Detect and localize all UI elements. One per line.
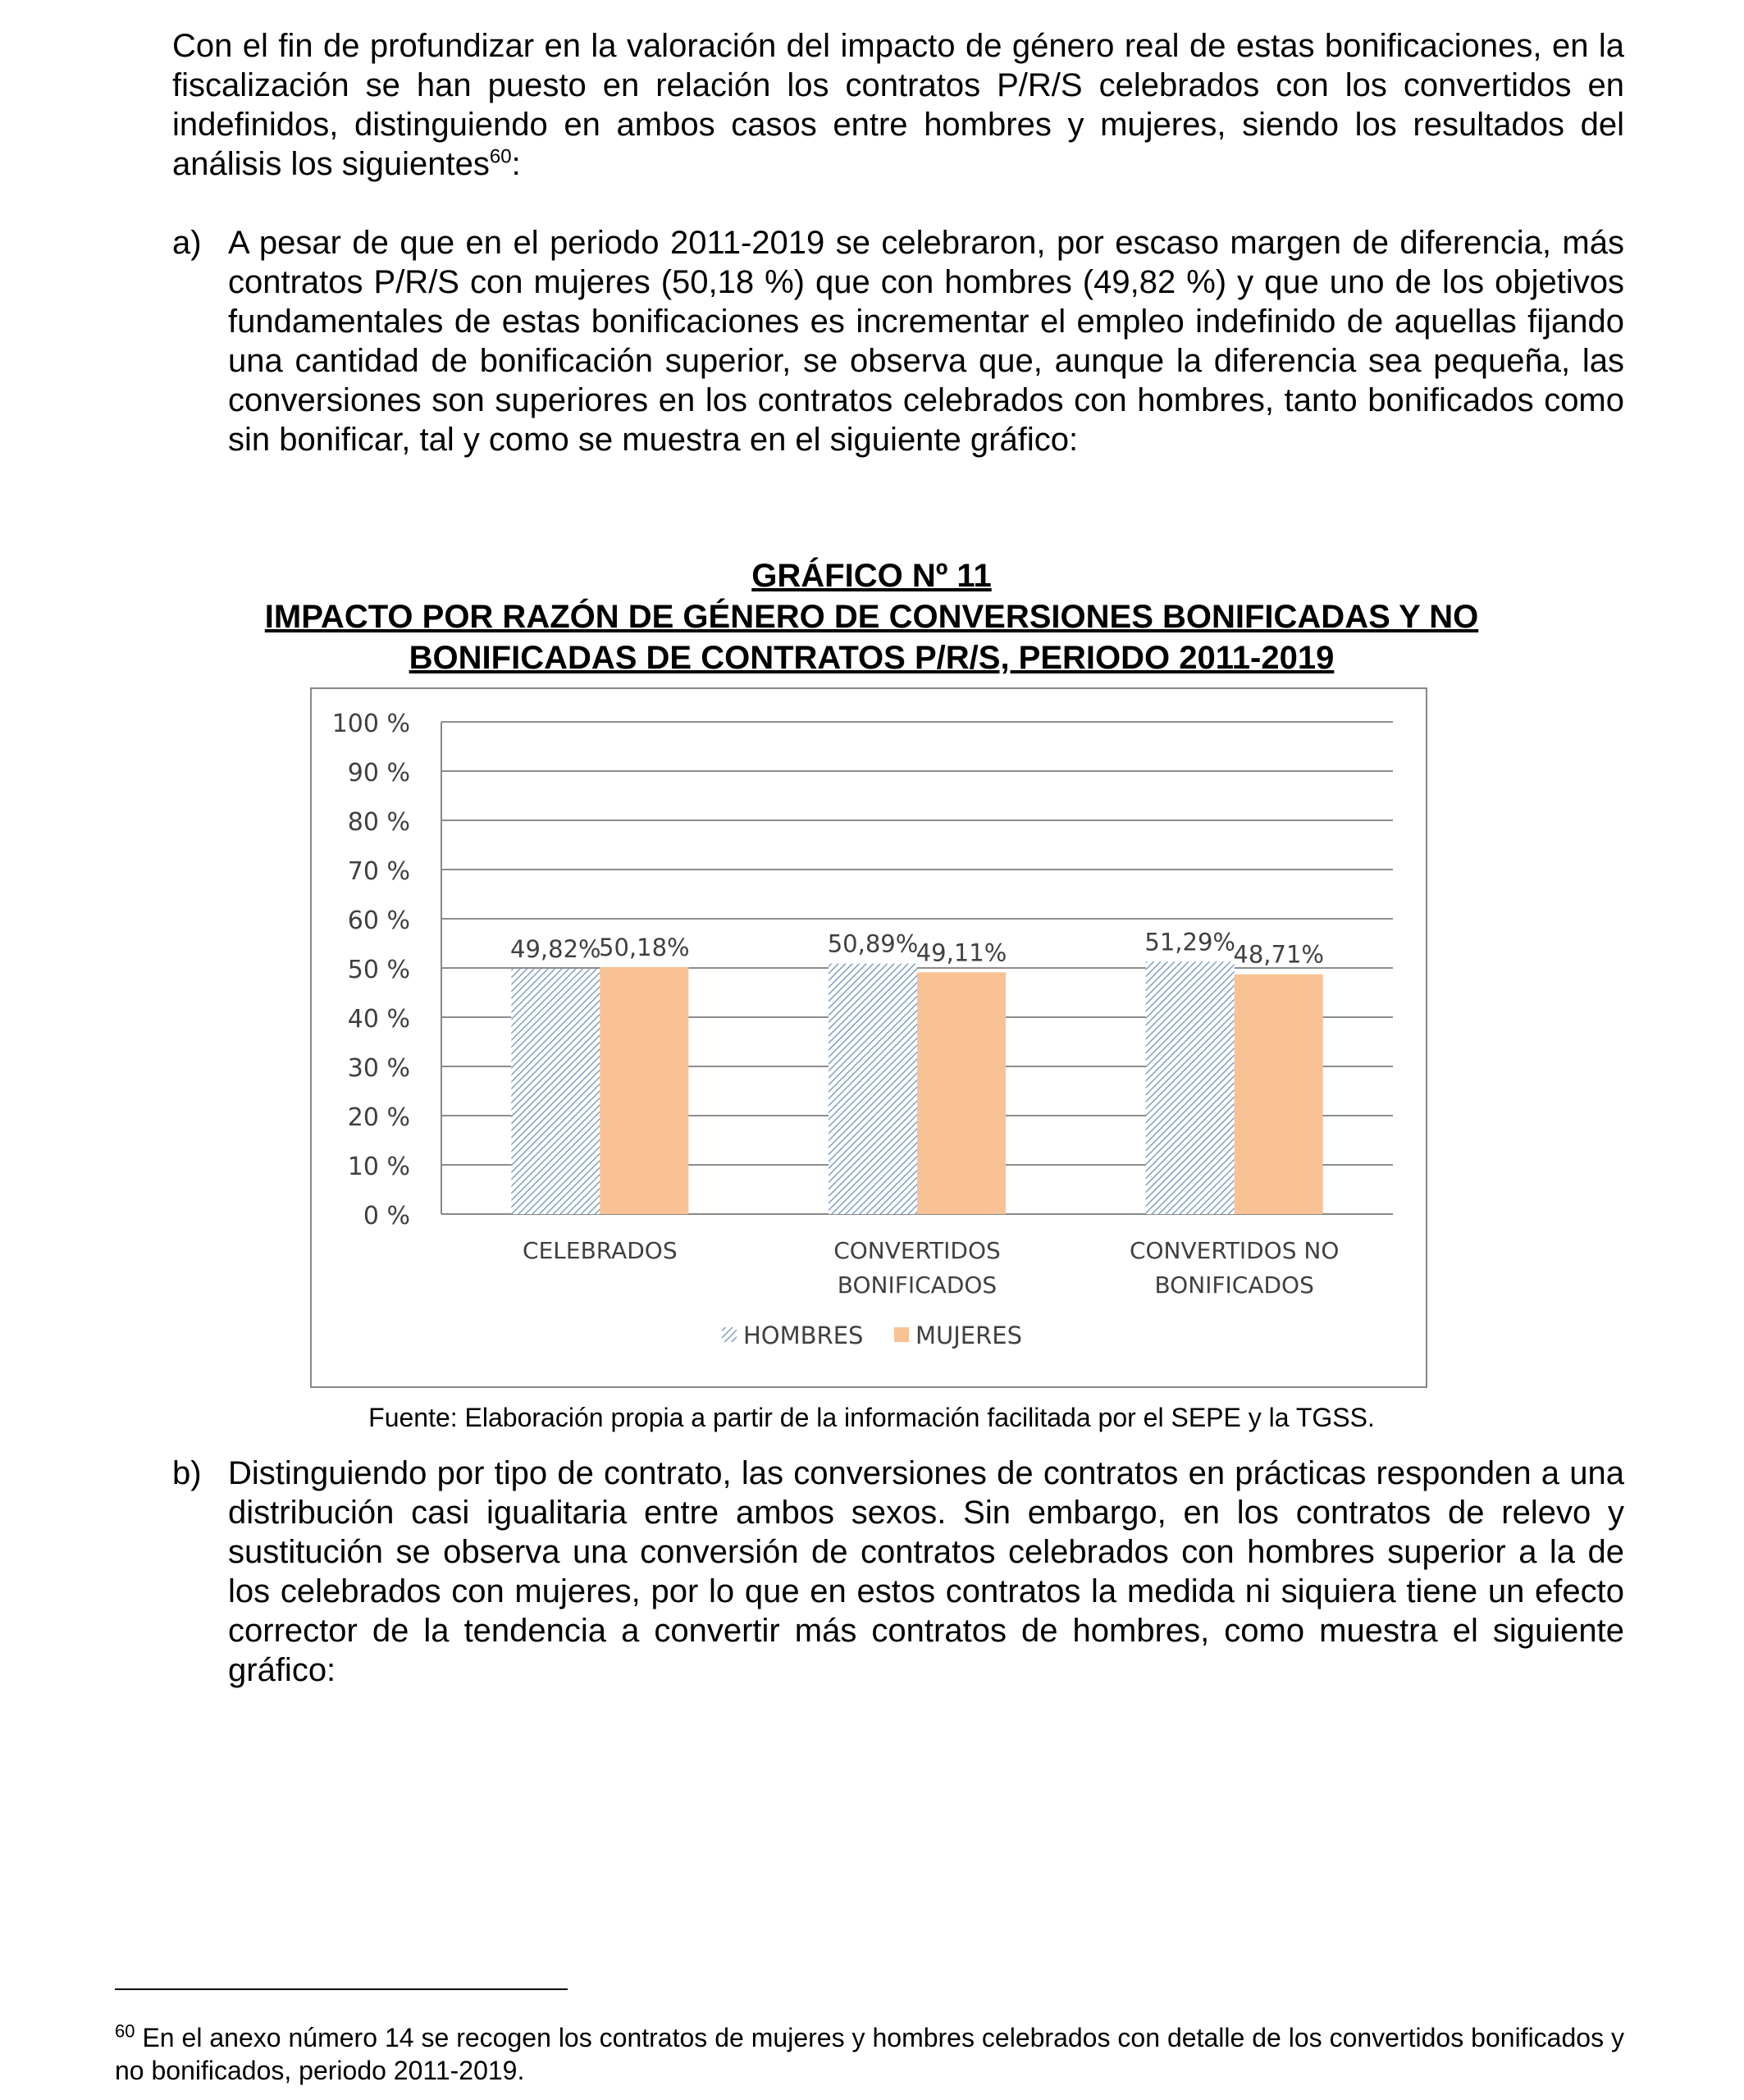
legend-label-hombres: HOMBRES bbox=[743, 1322, 864, 1349]
list-item-b bbox=[172, 1454, 1624, 1690]
data-label: 49,82% bbox=[510, 935, 601, 964]
y-tick-label: 20 % bbox=[347, 1103, 410, 1132]
x-tick-label: BONIFICADOS bbox=[1154, 1271, 1314, 1299]
data-label: 51,29% bbox=[1144, 928, 1235, 956]
chart-title-line2: BONIFICADAS DE CONTRATOS P/R/S, PERIODO 2011-2019 bbox=[409, 640, 1335, 676]
bar-chart bbox=[312, 689, 1426, 1386]
data-label: 48,71% bbox=[1233, 940, 1324, 969]
data-label: 49,11% bbox=[915, 938, 1007, 967]
data-label: 50,89% bbox=[827, 929, 919, 958]
y-tick-label: 0 % bbox=[363, 1202, 410, 1230]
y-tick-label: 50 % bbox=[347, 956, 410, 984]
chart-title-line1: IMPACTO POR RAZÓN DE GÉNERO DE CONVERSIONES BONIFICADAS Y NO bbox=[264, 599, 1479, 635]
footnote-ref[interactable]: 60 bbox=[489, 145, 512, 168]
y-tick-label: 30 % bbox=[347, 1054, 410, 1083]
legend-swatch-mujeres bbox=[894, 1327, 909, 1342]
intro-paragraph: Con el fin de profundizar en la valoración del impacto de género real de estas bonificaciones, en la fiscalización se han puesto en relación los contratos P/R/S celebrados con los convertidos en indefinidos, distinguiendo en ambos casos entre hombres y mujeres, siendo los resultados del análisis los siguientes$^{60}$: bbox=[172, 28, 1624, 182]
chart-number: GRÁFICO Nº 11 bbox=[751, 558, 992, 594]
bar-mujeres bbox=[600, 967, 688, 1214]
y-tick-label: 70 % bbox=[347, 857, 410, 886]
list-text-b: Distinguiendo por tipo de contrato, las conversiones de contratos en prácticas responden a una distribución casi igualitaria entre ambos sexos. Sin embargo, en los contratos de relevo y sustitución se observa una conversión de contratos celebrados con hombres superior a la de los celebrados con mujeres, por lo que en estos contratos la medida ni siquiera tiene un efecto corrector de la tendencia a convertir más contratos de hombres, como muestra el siguiente gráfico: bbox=[228, 1455, 1624, 1688]
x-tick-label: BONIFICADOS bbox=[837, 1271, 998, 1299]
bar-hombres bbox=[829, 964, 917, 1214]
y-tick-label: 60 % bbox=[347, 906, 410, 935]
list-item-a bbox=[172, 223, 1624, 459]
legend-swatch-hombres bbox=[722, 1327, 737, 1342]
y-tick-label: 100 % bbox=[331, 710, 410, 738]
chart-source: Fuente: Elaboración propia a partir de la información facilitada por el SEPE y la TGSS. bbox=[368, 1403, 1375, 1432]
legend-label-mujeres: MUJERES bbox=[915, 1322, 1023, 1349]
list-marker-b: b) bbox=[172, 1455, 202, 1491]
data-label: 50,18% bbox=[599, 933, 690, 961]
bar-mujeres bbox=[1235, 975, 1323, 1214]
chart-container bbox=[310, 687, 1427, 1388]
footnote-number: 60 bbox=[115, 2020, 135, 2042]
y-tick-label: 90 % bbox=[347, 759, 410, 788]
x-tick-label: CONVERTIDOS NO bbox=[1129, 1237, 1340, 1264]
x-tick-label: CONVERTIDOS bbox=[833, 1237, 1001, 1264]
footnote bbox=[115, 2021, 1624, 2087]
list-marker-a: a) bbox=[172, 225, 202, 261]
x-tick-label: CELEBRADOS bbox=[523, 1237, 678, 1264]
footnote-text: En el anexo número 14 se recogen los contratos de mujeres y hombres celebrados con detalle de los convertidos bonificados y no bonificados, periodo 2011-2019. bbox=[115, 2023, 1625, 2085]
y-tick-label: 80 % bbox=[347, 808, 410, 837]
bar-mujeres bbox=[917, 972, 1006, 1214]
y-tick-label: 10 % bbox=[347, 1153, 410, 1181]
y-tick-label: 40 % bbox=[347, 1005, 410, 1034]
list-text-a: A pesar de que en el periodo 2011-2019 se celebraron, por escaso margen de diferencia, más contratos P/R/S con mujeres (50,18 %) que con hombres (49,82 %) y que uno de los objetivos fundamentales de estas bonificaciones es incrementar el empleo indefinido de aquellas fijando una cantidad de bonificación superior, se observa que, aunque la diferencia sea pequeña, las conversiones son superiores en los contratos celebrados con hombres, tanto bonificados como sin bonificar, tal y como se muestra en el siguiente gráfico: bbox=[228, 225, 1624, 458]
footnote-separator bbox=[115, 1988, 568, 1990]
bar-hombres bbox=[511, 969, 600, 1214]
bar-hombres bbox=[1146, 961, 1235, 1214]
